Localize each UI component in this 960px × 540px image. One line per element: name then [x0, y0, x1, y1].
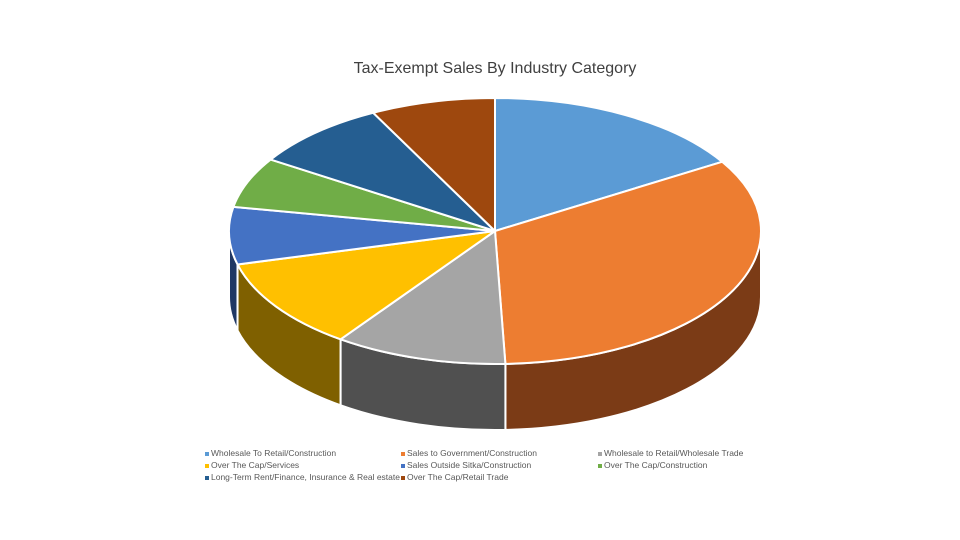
legend-label: Wholesale to Retail/Wholesale Trade — [604, 448, 744, 458]
legend-item — [401, 447, 537, 459]
chart-title: Tax-Exempt Sales By Industry Category — [353, 60, 637, 77]
legend-item — [205, 459, 299, 471]
legend-label: Wholesale To Retail/Construction — [211, 448, 337, 458]
legend-item — [205, 471, 400, 483]
legend-swatch — [598, 452, 602, 456]
legend-label: Long-Term Rent/Finance, Insurance & Real estate — [211, 472, 400, 482]
legend-label: Over The Cap/Services — [211, 460, 300, 470]
legend-swatch — [401, 452, 405, 456]
legend-item — [598, 459, 707, 471]
legend-swatch — [401, 464, 405, 468]
legend-swatch — [205, 452, 209, 456]
legend-swatch — [205, 464, 209, 468]
legend-swatch — [598, 464, 602, 468]
legend-label: Sales to Government/Construction — [407, 448, 537, 458]
legend-item — [401, 459, 531, 471]
chart-legend — [205, 447, 765, 487]
legend-label: Sales Outside Sitka/Construction — [407, 460, 532, 470]
legend-item — [401, 471, 508, 483]
pie-top-faces — [229, 98, 761, 364]
legend-item — [598, 447, 743, 459]
legend-label: Over The Cap/Construction — [604, 460, 708, 470]
legend-label: Over The Cap/Retail Trade — [407, 472, 509, 482]
legend-item — [205, 447, 336, 459]
legend-swatch — [401, 476, 405, 480]
legend-swatch — [205, 476, 209, 480]
